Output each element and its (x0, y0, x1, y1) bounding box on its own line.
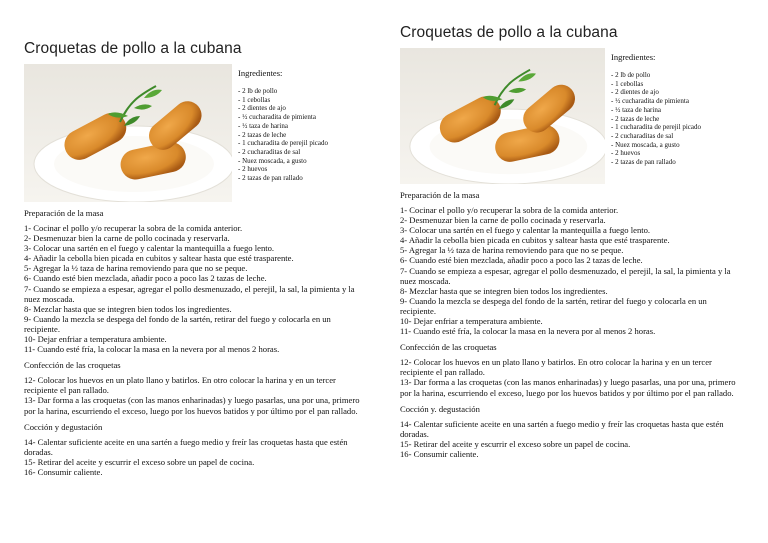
step: 3- Colocar una sartén en el fuego y calentar la mantequilla a fuego lento. (400, 225, 651, 236)
step: 6- Cuando esté bien mezclada, añadir poco a poco las 2 tazas de leche. (400, 255, 643, 266)
ingredient-item: - 1 cebollas (238, 95, 271, 104)
ingredients-block (611, 48, 701, 167)
recipe-title: Croquetas de pollo a la cubana (400, 24, 618, 41)
step: 3- Colocar una sartén en el fuego y calentar la mantequilla a fuego lento. (24, 243, 275, 254)
ingredient-item: - ½ cucharadita de pimienta (238, 113, 316, 122)
ingredient-item: - 2 tazas de leche (611, 114, 660, 123)
step: 16- Consumir caliente. (24, 466, 103, 477)
ingredient-item: - 2 cucharaditas de sal (238, 147, 301, 156)
steps-confeccion (400, 357, 744, 397)
recipe-header (24, 64, 366, 202)
step: 8- Mezclar hasta que se integren bien todos los ingredientes. (400, 285, 608, 296)
step: 6- Cuando esté bien mezclada, añadir poco a poco las 2 tazas de leche. (24, 273, 267, 284)
ingredients-heading: Ingredientes: (611, 52, 656, 62)
step: 15- Retirar del aceite y escurrir el exceso sobre un papel de cocina. (400, 438, 631, 449)
ingredient-item: - 2 tazas de pan rallado (611, 158, 676, 167)
ingredients-list (238, 87, 328, 183)
step: 14- Calentar suficiente aceite en una sartén a fuego medio y freír las croquetas hasta que estén doradas. (400, 418, 724, 439)
ingredient-item: - ½ taza de harina (238, 121, 288, 130)
ingredient-item: - 2 lb de pollo (611, 71, 651, 79)
step: 4- Añadir la cebolla bien picada en cubitos y saltear hasta que esté trasparente. (400, 235, 670, 246)
croquetas-illustration (400, 48, 605, 184)
steps-confeccion (24, 375, 366, 415)
croquetas-illustration (24, 64, 232, 202)
step: 9- Cuando la mezcla se despega del fondo de la sartén, retirar del fuego y colocarla en un recipiente. (24, 313, 331, 334)
step: 2- Desmenuzar bien la carne de pollo cocinada y reservarla. (400, 215, 606, 226)
section-heading-confeccion: Confección de las croquetas (24, 360, 121, 371)
recipe-header (400, 48, 744, 184)
step: 12- Colocar los huevos en un plato llano y batirlos. En otro colocar la harina y en un tercer recipiente el pan rallado. (24, 375, 336, 396)
steps-coccion (24, 437, 366, 477)
ingredient-item: - Nuez moscada, a gusto (611, 140, 680, 149)
step: 2- Desmenuzar bien la carne de pollo cocinada y reservarla. (24, 233, 230, 244)
step: 4- Añadir la cebolla bien picada en cubitos y saltear hasta que esté trasparente. (24, 253, 294, 264)
step: 8- Mezclar hasta que se integren bien todos los ingredientes. (24, 303, 232, 314)
ingredients-block (238, 64, 328, 183)
step: 15- Retirar del aceite y escurrir el exceso sobre un papel de cocina. (24, 456, 255, 467)
steps-coccion (400, 419, 744, 459)
ingredients-list (611, 71, 701, 167)
step: 10- Dejar enfriar a temperatura ambiente. (24, 334, 167, 345)
section-heading-coccion: Cocción y degustación (24, 421, 103, 432)
step: 1- Cocinar el pollo y/o recuperar la sobra de la comida anterior. (24, 223, 243, 233)
step: 16- Consumir caliente. (400, 448, 479, 459)
ingredient-item: - 2 cucharaditas de sal (611, 131, 674, 140)
recipe-card-left (24, 40, 366, 477)
ingredient-item: - ½ taza de harina (611, 105, 661, 114)
step: 11- Cuando esté fría, la colocar la masa en la nevera por al menos 2 horas. (400, 326, 656, 337)
step: 13- Dar forma a las croquetas (con las manos enharinadas) y luego pasarlas, una por una, primero por la harina, escurriendo el exceso, luego por los huevos batidos y por último por el pan rallado. (400, 377, 736, 398)
section-heading-preparacion: Preparación de la masa (400, 190, 480, 200)
step: 14- Calentar suficiente aceite en una sartén a fuego medio y freír las croquetas hasta que estén doradas. (24, 436, 348, 457)
ingredient-item: - 2 huevos (611, 149, 641, 158)
step: 9- Cuando la mezcla se despega del fondo de la sartén, retirar del fuego y colocarla en un recipiente. (400, 295, 707, 316)
ingredient-item: - ½ cucharadita de pimienta (611, 97, 689, 106)
step: 11- Cuando esté fría, la colocar la masa en la nevera por al menos 2 horas. (24, 344, 280, 355)
section-heading-coccion: Cocción y. degustación (400, 403, 480, 414)
ingredient-item: - 2 dientes de ajo (238, 104, 286, 113)
step: 12- Colocar los huevos en un plato llano y batirlos. En otro colocar la harina y en un tercer recipiente el pan rallado. (400, 357, 712, 378)
ingredients-heading: Ingredientes: (238, 68, 283, 78)
croquetas-photo (24, 64, 232, 202)
steps-preparacion (400, 205, 744, 336)
croquetas-photo (400, 48, 605, 184)
section-heading-preparacion: Preparación de la masa (24, 208, 104, 218)
step: 5- Agregar la ½ taza de harina removiendo para que no se peque. (24, 263, 248, 274)
steps-preparacion (24, 223, 366, 354)
ingredient-item: - 2 huevos (238, 165, 268, 174)
ingredient-item: - 2 lb de pollo (238, 87, 278, 95)
step: 1- Cocinar el pollo y/o recuperar la sobra de la comida anterior. (400, 205, 619, 215)
section-heading-confeccion: Confección de las croquetas (400, 342, 497, 353)
step: 5- Agregar la ½ taza de harina removiendo para que no se peque. (400, 245, 624, 256)
step: 13- Dar forma a las croquetas (con las manos enharinadas) y luego pasarlas, una por una, primero por la harina, escurriendo el exceso, luego por los huevos batidos y por último por el pan rallado. (24, 395, 360, 416)
ingredient-item: - 2 tazas de pan rallado (238, 174, 303, 183)
ingredient-item: - Nuez moscada, a gusto (238, 156, 307, 165)
recipe-title: Croquetas de pollo a la cubana (24, 40, 242, 57)
ingredient-item: - 1 cucharadita de perejil picado (238, 139, 328, 148)
ingredient-item: - 2 dientes de ajo (611, 88, 659, 97)
ingredient-item: - 2 tazas de leche (238, 130, 287, 139)
step: 7- Cuando se empieza a espesar, agregar el pollo desmenuzado, el perejil, la sal, la pimienta y la nuez moscada. (400, 265, 731, 286)
step: 10- Dejar enfriar a temperatura ambiente. (400, 316, 543, 327)
recipe-card-right (400, 24, 744, 459)
ingredient-item: - 1 cucharadita de perejil picado (611, 123, 701, 132)
ingredient-item: - 1 cebollas (611, 79, 644, 88)
step: 7- Cuando se empieza a espesar, agregar el pollo desmenuzado, el perejil, la sal, la pimienta y la nuez moscada. (24, 283, 355, 304)
